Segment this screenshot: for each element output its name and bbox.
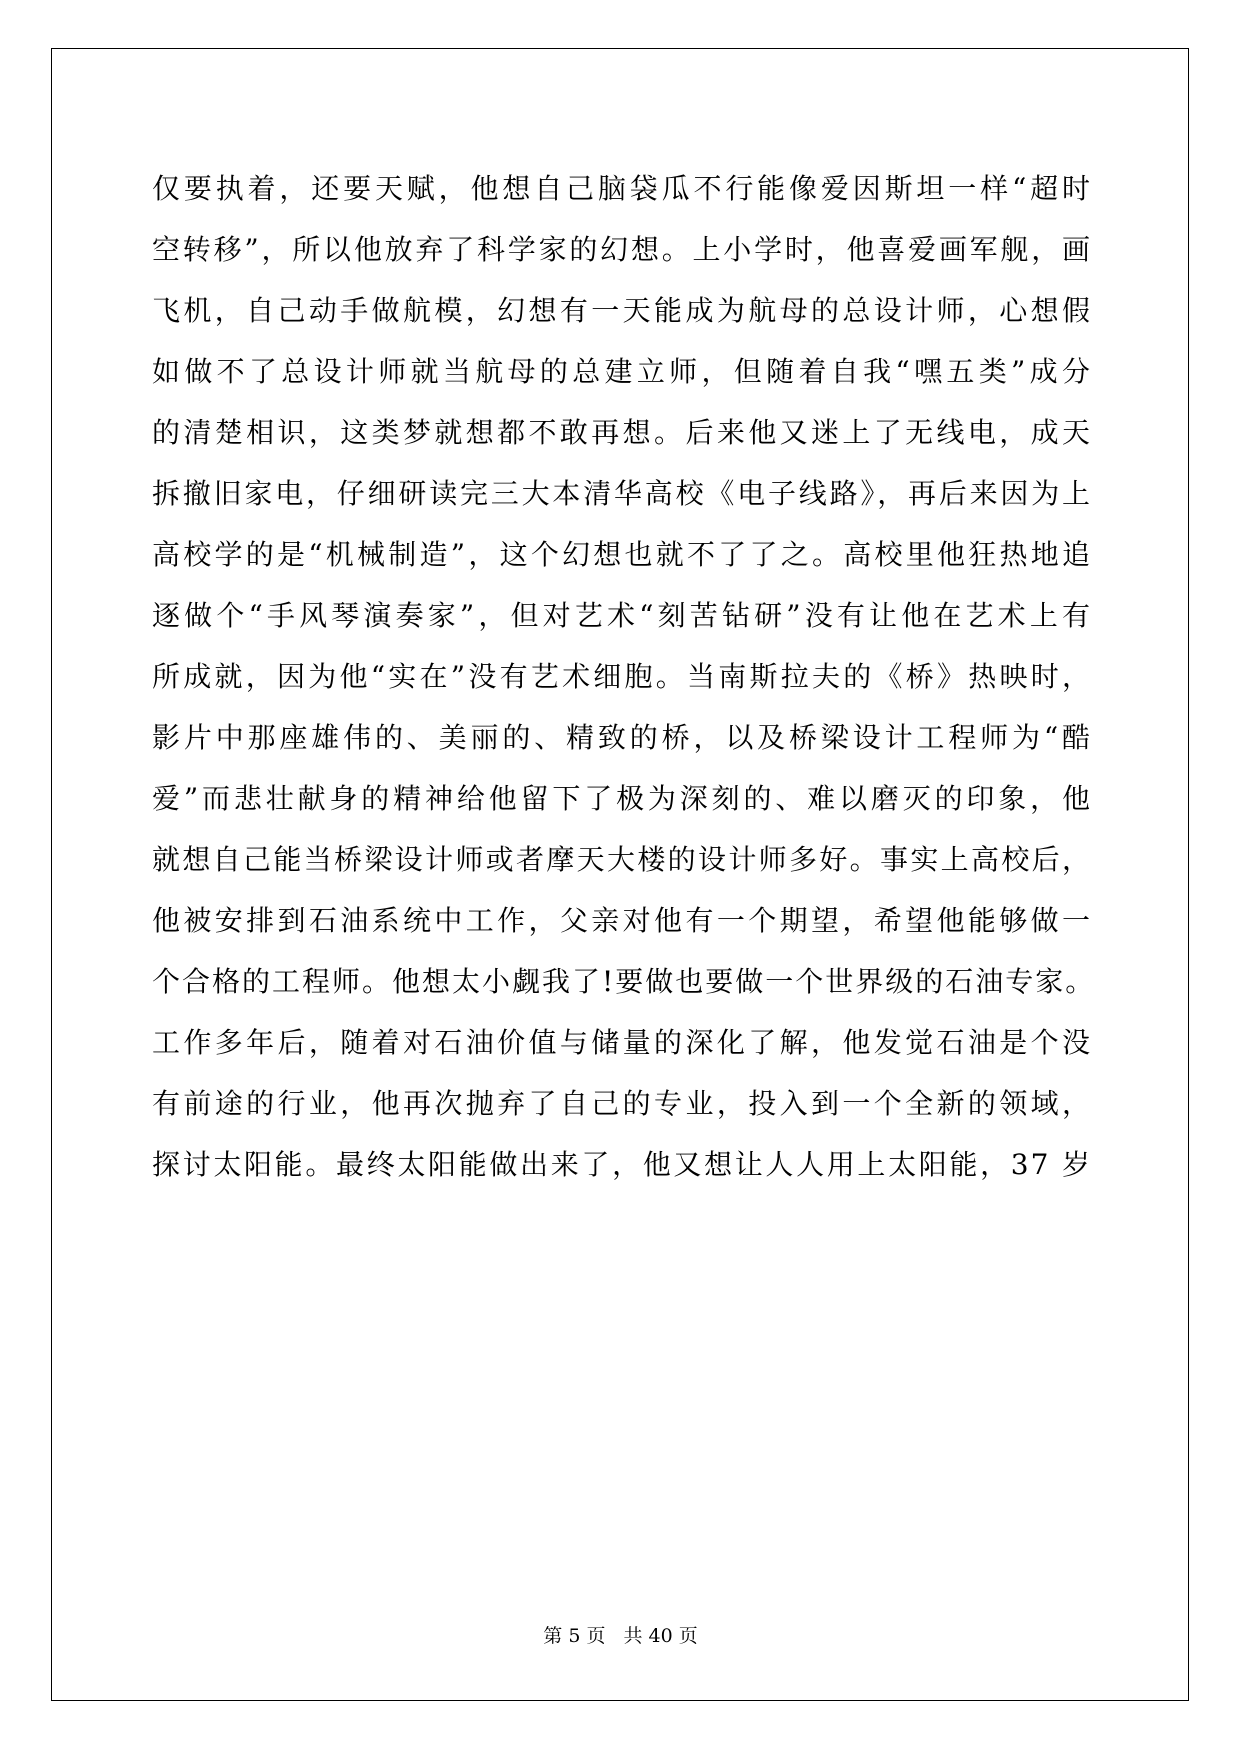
text-line: 拆撤旧家电，仔细研读完三大本清华高校《电子线路》，再后来因为上 (152, 477, 1092, 510)
text-line: 飞机，自己动手做航模，幻想有一天能成为航母的总设计师，心想假 (152, 294, 1092, 327)
page-footer (0, 1624, 1241, 1648)
text-line: 影片中那座雄伟的、美丽的、精致的桥，以及桥梁设计工程师为“酷 (152, 721, 1092, 754)
text-line: 所成就，因为他“实在”没有艺术细胞。当南斯拉夫的《桥》热映时， (152, 660, 1092, 693)
text-line: 空转移”，所以他放弃了科学家的幻想。上小学时，他喜爱画军舰，画 (152, 233, 1092, 266)
text-line: 他被安排到石油系统中工作，父亲对他有一个期望，希望他能够做一 (152, 904, 1092, 937)
text-line: 工作多年后，随着对石油价值与储量的深化了解，他发觉石油是个没 (152, 1026, 1092, 1059)
text-line: 高校学的是“机械制造”，这个幻想也就不了了之。高校里他狂热地追 (152, 538, 1092, 571)
page-total: 共 40 页 (623, 1625, 698, 1647)
text-line: 就想自己能当桥梁设计师或者摩天大楼的设计师多好。事实上高校后， (152, 843, 1092, 876)
text-line: 爱”而悲壮献身的精神给他留下了极为深刻的、难以磨灭的印象，他 (152, 782, 1092, 815)
text-line: 个合格的工程师。他想太小觑我了!要做也要做一个世界级的石油专家。 (152, 965, 1096, 998)
text-line: 逐做个“手风琴演奏家”，但对艺术“刻苦钻研”没有让他在艺术上有 (152, 599, 1092, 632)
text-line: 仅要执着，还要天赋，他想自己脑袋瓜不行能像爱因斯坦一样“超时 (152, 172, 1092, 205)
text-line: 的清楚相识，这类梦就想都不敢再想。后来他又迷上了无线电，成天 (152, 416, 1092, 449)
text-line: 探讨太阳能。最终太阳能做出来了，他又想让人人用上太阳能，37 岁 (152, 1148, 1092, 1181)
text-line: 有前途的行业，他再次抛弃了自己的专业，投入到一个全新的领域， (152, 1087, 1092, 1120)
document-body (152, 158, 1096, 1195)
text-line: 如做不了总设计师就当航母的总建立师，但随着自我“嘿五类”成分 (152, 355, 1092, 388)
page-number: 第 5 页 (543, 1625, 606, 1647)
